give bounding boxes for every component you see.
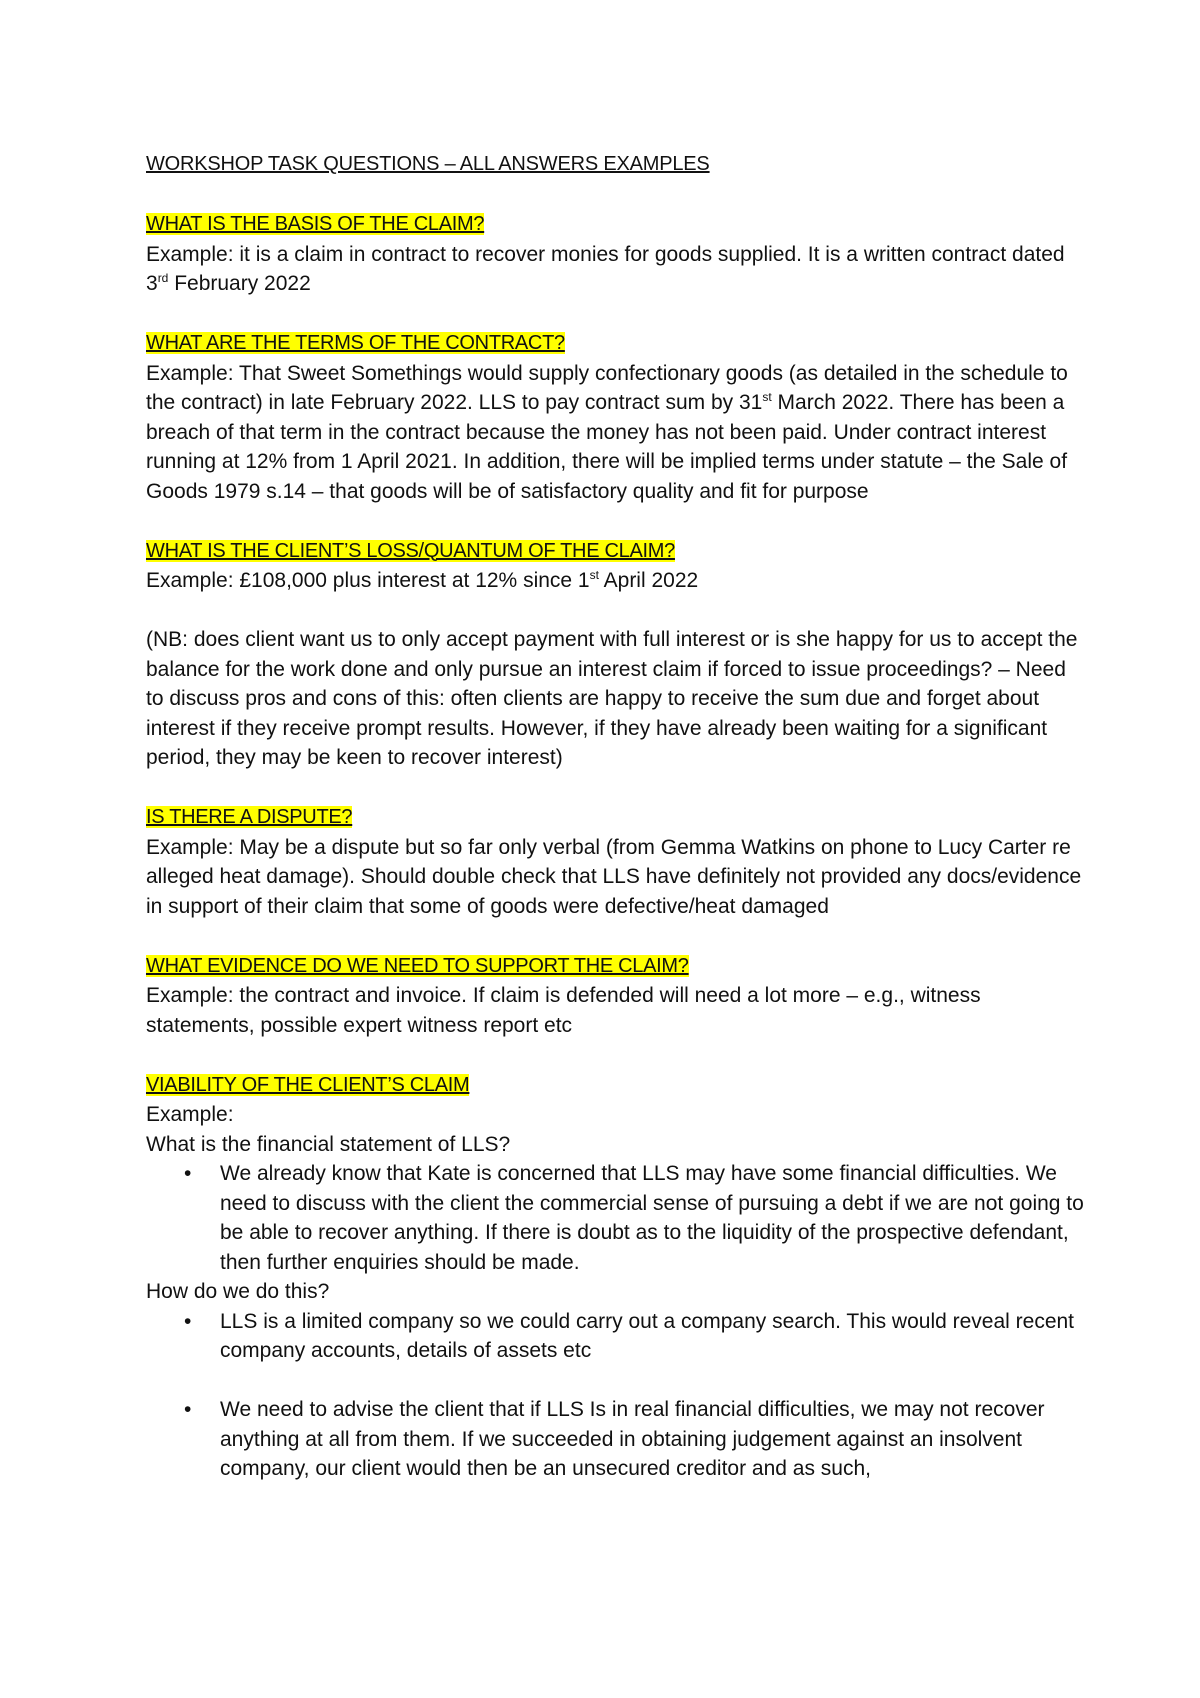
heading-terms: WHAT ARE THE TERMS OF THE CONTRACT? (146, 332, 565, 354)
heading-loss: WHAT IS THE CLIENT’S LOSS/QUANTUM OF THE CLAIM? (146, 539, 675, 562)
bullet-text-2: LLS is a limited company so we could carry out a company search. This would reveal recent company accounts, details of assets etc (220, 1309, 1075, 1362)
document-title: WORKSHOP TASK QUESTIONS – ALL ANSWERS EXAMPLES (146, 153, 710, 175)
paragraph-loss (146, 566, 1086, 596)
paragraph-loss-text-a: Example: £108,000 plus interest at 12% since 1 (146, 569, 590, 592)
paragraph-basis (146, 240, 1086, 299)
superscript-st: st (762, 390, 772, 404)
paragraph-loss-note: (NB: does client want us to only accept payment with full interest or is she happy for us to accept the balance for the work done and only pursue an interest claim if forced to issue proceedings? – Need to discuss pros and cons of this: often clients are happy to receive the sum due and forget about interest if they receive prompt results. However, if they have already been waiting for a significant period, they may be keen to recover interest) (146, 628, 1078, 769)
viability-example-label: Example: (146, 1103, 234, 1126)
viability-bullet-list-2 (146, 1307, 1086, 1484)
section-basis (146, 209, 1086, 299)
heading-viability: VIABILITY OF THE CLIENT’S CLAIM (146, 1073, 470, 1096)
paragraph-basis-text-b: February 2022 (168, 272, 311, 295)
document-body (146, 150, 1086, 1513)
viability-question-2: How do we do this? (146, 1280, 330, 1303)
paragraph-terms (146, 359, 1086, 507)
section-evidence (146, 951, 1086, 1041)
viability-question-1: What is the financial statement of LLS? (146, 1132, 511, 1156)
paragraph-terms-text-b: March 2022. There has been a breach of that term in the contract because the money has not been paid. Under contract interest running at 12% from 1 April 2021. In addition, there will be implied terms under statute – the Sale of Goods 1979 s.14 – that goods will be of satisfactory quality and fit for purpose (146, 391, 1068, 503)
section-dispute (146, 802, 1086, 921)
bullet-text-3: We need to advise the client that if LLS Is in real financial difficulties, we may not recover anything at all from them. If we succeeded in obtaining judgement against an insolvent company, our client would then be an unsecured creditor and as such, (220, 1398, 1045, 1480)
section-loss (146, 536, 1086, 596)
superscript-rd: rd (157, 271, 169, 285)
section-viability (146, 1070, 1086, 1484)
paragraph-dispute: Example: May be a dispute but so far only verbal (from Gemma Watkins on phone to Lucy Carter re alleged heat damage). Should double check that LLS have definitely not provided any docs/evidence in support of their claim that some of goods were defective/heat damaged (146, 835, 1082, 918)
heading-evidence: WHAT EVIDENCE DO WE NEED TO SUPPORT THE CLAIM? (146, 954, 689, 977)
section-terms (146, 328, 1086, 506)
paragraph-terms-text-a: Example: That Sweet Somethings would supply confectionary goods (as detailed in the schedule to the contract) in late February 2022. LLS to pay contract sum by 31 (146, 361, 1068, 414)
bullet-icon: • (184, 1398, 192, 1421)
paragraph-loss-text-b: April 2022 (598, 569, 699, 592)
list-item (146, 1307, 1086, 1366)
list-item (146, 1395, 1086, 1484)
heading-basis: WHAT IS THE BASIS OF THE CLAIM? (146, 213, 485, 235)
list-gap (146, 1366, 1086, 1396)
bullet-text-1: We already know that Kate is concerned that LLS may have some financial difficulties. We need to discuss with the client the commercial sense of pursuing a debt if we are not going to be able to recover anything. If there is doubt as to the liquidity of the prospective defendant, then further enquiries should be made. (220, 1162, 1084, 1274)
bullet-icon: • (184, 1309, 192, 1333)
list-item (146, 1159, 1086, 1277)
paragraph-basis-text-a: Example: it is a claim in contract to recover monies for goods supplied. It is a written contract dated 3 (146, 242, 1065, 295)
paragraph-evidence: Example: the contract and invoice. If claim is defended will need a lot more – e.g., witness statements, possible expert witness report etc (146, 984, 981, 1037)
bullet-icon: • (184, 1162, 192, 1185)
section-loss-note (146, 625, 1086, 773)
viability-bullet-list-1 (146, 1159, 1086, 1277)
superscript-st-2: st (589, 568, 599, 582)
heading-dispute: IS THERE A DISPUTE? (146, 806, 353, 828)
